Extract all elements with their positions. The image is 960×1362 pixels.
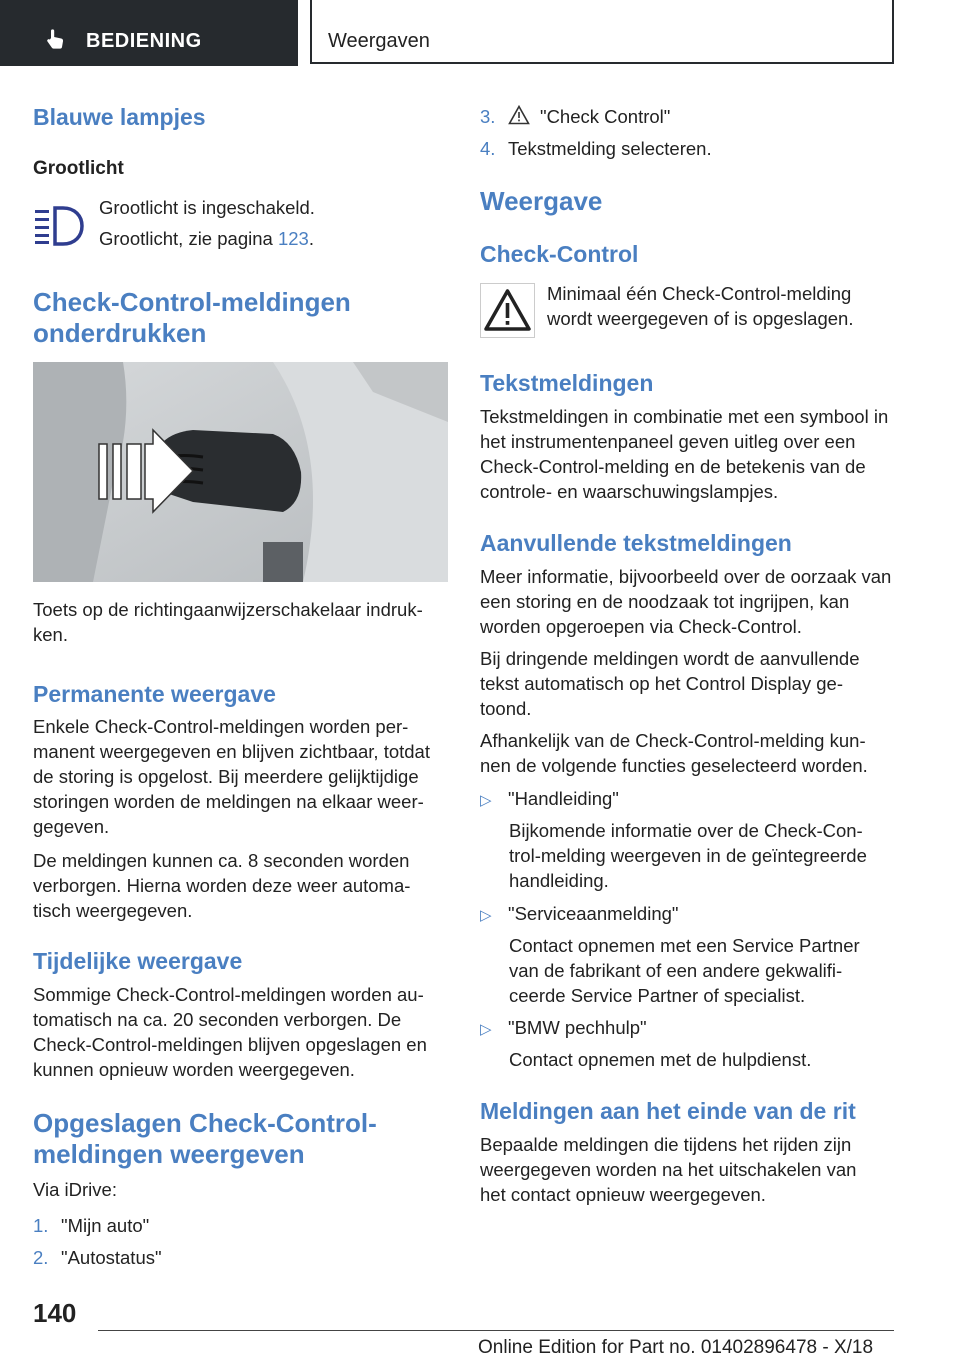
grootlicht-desc-2: Grootlicht, zie pagina 123.: [99, 228, 314, 249]
photo-caption: Toets op de richtingaanwijzerschakelaar indruk-ken.: [33, 599, 423, 645]
heading-blauwe-lampjes: Blauwe lampjes: [33, 104, 206, 130]
tekst-para-1: Tekstmeldingen in combinatie met een symbool in het instrumentenpaneel geven uitleg over een Check-Control-melding en de betekenis van de controle- en waarschuwingslampjes.: [480, 406, 889, 502]
high-beam-icon: [35, 206, 85, 246]
page-link-123[interactable]: 123: [277, 228, 309, 249]
heading-tijdelijk: Tijdelijke weergave: [33, 948, 243, 974]
header-chapter-label: Weergaven: [328, 30, 430, 52]
bullet-handleiding-desc: Bijkomende informatie over de Check-Con-trol-melding weergeven in de geïntegreerde handleiding.: [509, 820, 867, 891]
heading-opgeslagen: Opgeslagen Check-Control-meldingen weergeven: [33, 1108, 377, 1170]
check-control-desc: Minimaal één Check-Control-melding wordt weergegeven of is opgeslagen.: [547, 283, 854, 329]
heading-check-control: Check-Control: [480, 241, 639, 267]
bullet-pechhulp-desc: Contact opnemen met de hulpdienst.: [509, 1049, 812, 1070]
bullet-handleiding: ▷ "Handleiding": [480, 786, 619, 813]
heading-tekstmeldingen: Tekstmeldingen: [480, 370, 654, 396]
bullet-serviceaanmelding: ▷ "Serviceaanmelding": [480, 901, 678, 928]
heading-onderdrukken: Check-Control-meldingen onderdrukken: [33, 287, 351, 349]
warning-triangle-small-icon: [508, 105, 530, 125]
steering-stalk-illustration: [33, 362, 448, 582]
footer-edition: Online Edition for Part no. 01402896478 - X/18: [478, 1337, 874, 1358]
footer-divider: [98, 1330, 894, 1331]
bullet-triangle-icon: ▷: [480, 1021, 492, 1038]
tijdelijk-para-1: Sommige Check-Control-meldingen worden au-tomatisch na ca. 20 seconden verborgen. De Check-Control-meldingen blijven opgeslagen en kunnen opnieuw worden weergegeven.: [33, 984, 427, 1080]
header-chapter-box: [310, 0, 894, 64]
step-3: 3. "Check Control": [480, 106, 671, 127]
heading-aanvullend: Aanvullende tekstmeldingen: [480, 530, 792, 556]
heading-weergave: Weergave: [480, 186, 603, 216]
via-idrive: Via iDrive:: [33, 1179, 117, 1200]
bullet-pechhulp: ▷ "BMW pechhulp": [480, 1015, 647, 1042]
bullet-triangle-icon: ▷: [480, 792, 492, 809]
heading-grootlicht: Grootlicht: [33, 158, 124, 179]
header-section-tab: [0, 0, 298, 66]
aanvullend-para-2: Bij dringende meldingen wordt de aanvullende tekst automatisch op het Control Display ge-toond.: [480, 648, 860, 719]
heading-einde-rit: Meldingen aan het einde van de rit: [480, 1098, 856, 1124]
header-section-label: BEDIENING: [86, 30, 202, 52]
grootlicht-desc-1: Grootlicht is ingeschakeld.: [99, 197, 315, 218]
aanvullend-para-3: Afhankelijk van de Check-Control-melding kun-nen de volgende functies geselecteerd worden.: [480, 730, 868, 776]
einde-para-1: Bepaalde meldingen die tijdens het rijden zijn weergegeven worden na het uitschakelen van het contact opnieuw weergegeven.: [480, 1134, 857, 1205]
step-1: 1. "Mijn auto": [33, 1215, 150, 1236]
page-number: 140: [33, 1298, 77, 1328]
steering-stalk-photo: [33, 362, 448, 582]
aanvullend-para-1: Meer informatie, bijvoorbeeld over de oorzaak van een storing en de noodzaak tot ingrijpen, kan worden opgeroepen via Check-Control.: [480, 566, 892, 637]
heading-permanent: Permanente weergave: [33, 681, 276, 707]
step-4: 4. Tekstmelding selecteren.: [480, 138, 712, 159]
bullet-serviceaanmelding-desc: Contact opnemen met een Service Partner van de fabrikant of een andere gekwalifi-ceerde Service Partner of specialist.: [509, 935, 860, 1006]
bullet-triangle-icon: ▷: [480, 907, 492, 924]
permanent-para-1: Enkele Check-Control-meldingen worden per-manent weergegeven en blijven zichtbaar, totdat de storing is opgelost. Bij meerdere gelijktijdige storingen worden de meldingen na elkaar weer-gegeven.: [33, 716, 430, 837]
hand-pointer-icon: [44, 28, 66, 50]
step-2: 2. "Autostatus": [33, 1247, 162, 1268]
permanent-para-2: De meldingen kunnen ca. 8 seconden worden verborgen. Hierna worden deze weer automa-tisch weergegeven.: [33, 850, 411, 921]
warning-triangle-icon: [480, 283, 535, 338]
